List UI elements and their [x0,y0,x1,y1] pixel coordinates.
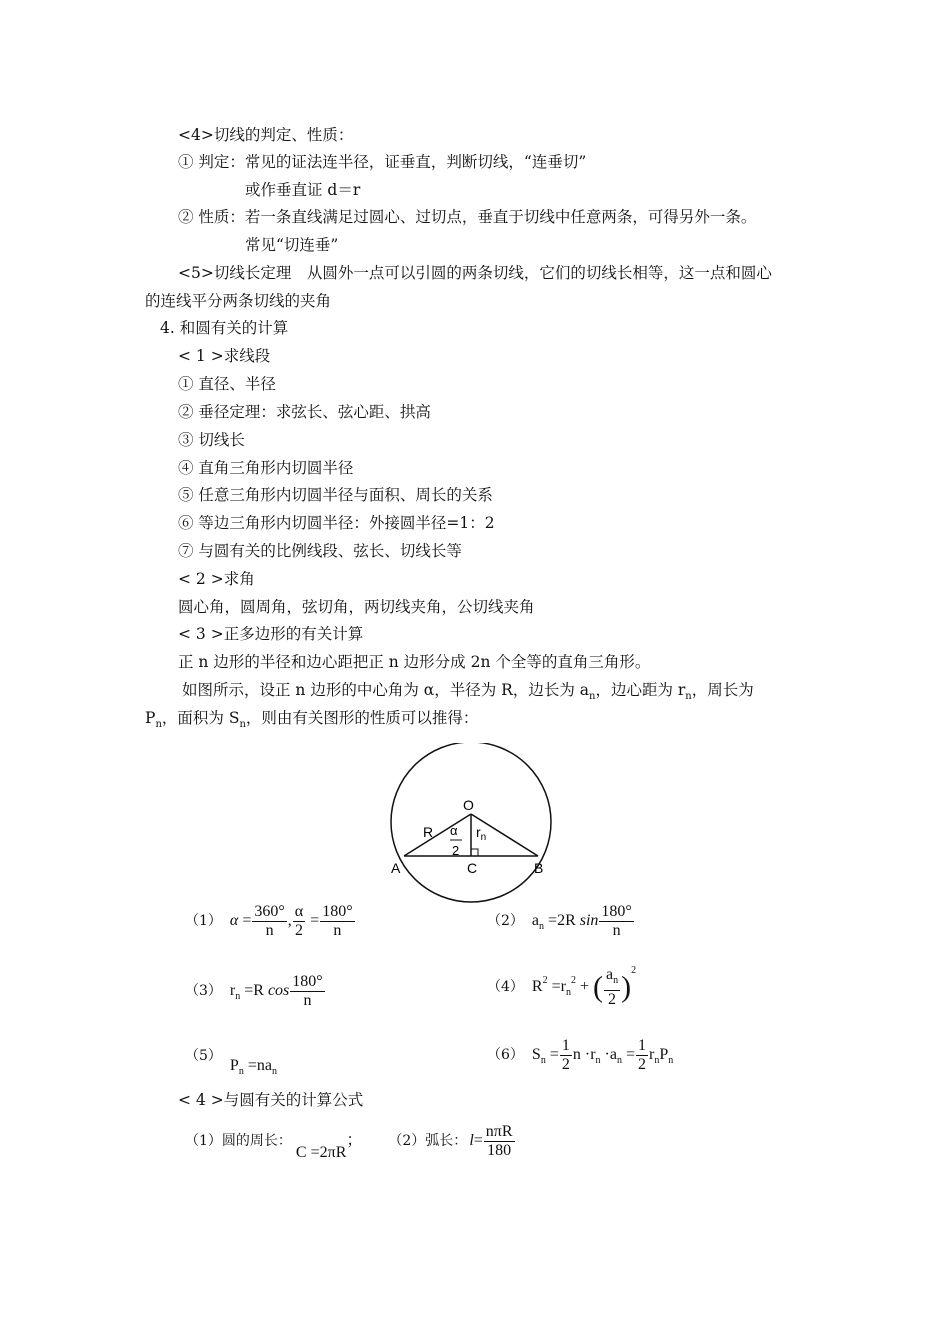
denominator: n [265,922,274,939]
numerator: 180° [601,903,632,920]
formula-tag: （1） [185,913,222,930]
math-symbol: = [549,1046,559,1064]
fraction [636,1037,648,1074]
label-a: A [391,860,401,876]
math-symbol: n [572,1046,581,1064]
formula-5 [185,1045,277,1077]
subscript: n [685,691,692,702]
math-symbol: a [531,912,540,930]
label-two: 2 [452,843,460,858]
polygon-def-part: P [145,709,156,727]
formula-5-body [229,1057,277,1077]
formula-tag: （2）弧长： [388,1133,468,1150]
formula-tag: （1）圆的周长： [185,1133,292,1150]
subscript: n [239,719,246,730]
section-heading: 4. 和圆有关的计算 [160,319,289,337]
subscript: n [539,921,545,933]
polygon-def-part: ，边心距为 r [595,681,686,699]
list-item: ⑦ 与圆有关的比例线段、弦长、切线长等 [178,542,462,560]
label-rn-r: r [476,824,481,840]
denominator: n [333,922,342,939]
label-c: C [467,860,478,876]
math-function: cos [267,982,290,1000]
formula-tag: （5） [185,1048,222,1064]
list-item: ④ 直角三角形内切圆半径 [178,459,354,477]
circumference-formula: C =2πR [295,1144,347,1162]
fraction [484,1123,515,1160]
tangent-property: ② 性质：若一条直线满足过圆心、过切点，垂直于切线中任意两条，可得另外一条。 [178,208,757,226]
formula-tag: （2） [487,913,524,930]
subscript: n [565,987,571,998]
denominator: 180 [487,1142,512,1159]
subscript: n [235,991,241,1003]
superscript: 2 [542,975,548,986]
numerator [604,966,620,991]
polygon-def-part: ，则由有关图形的性质可以推得： [245,709,479,727]
math-symbol: = [551,978,561,995]
list-item: ⑥ 等边三角形内切圆半径：外接圆半径=1：2 [178,514,495,532]
polygon-def-part: ，周长为 [691,681,754,699]
denominator: 2 [294,922,303,939]
math-symbol: = [310,912,320,930]
tangent-criterion-alt: 或作垂直证 d＝r [245,181,361,199]
math-symbol: r [560,978,566,995]
math-symbol: 2R [557,912,576,930]
polygon-def-part: 如图所示，设正 n 边形的中心角为 α，半径为 R，边长为 a [182,681,589,699]
math-symbol: = [247,1057,257,1074]
math-symbol: ·r [584,1046,596,1064]
tangent-length-theorem-cont: 的连线平分两条切线的夹角 [145,292,332,310]
fraction [252,903,286,940]
radius-oa [404,814,471,856]
math-symbol: r [229,982,236,1000]
subscript: n [654,1055,660,1067]
math-symbol: P [659,1046,669,1064]
subsection-segments: < 1 >求线段 [178,347,271,365]
tangent-heading: <4>切线的判定、性质： [178,126,354,144]
math-symbol: = [242,912,252,930]
formula-tag: （4） [487,979,524,995]
math-function: sin [579,912,599,930]
superscript: 2 [631,965,637,976]
left-paren: ( [592,970,603,1004]
circle-polygon-figure [383,743,563,903]
math-symbol: P [229,1057,239,1074]
subsection-formulas: < 4 >与圆有关的计算公式 [178,1091,364,1109]
formula-tag: （6） [487,1047,524,1064]
math-symbol: α [229,912,239,930]
numerator: α [294,903,304,920]
math-symbol: R [253,982,264,1000]
list-item: ② 垂径定理：求弦长、弦心距、拱高 [178,403,431,421]
fraction [290,973,324,1010]
polygon-def-part: ，面积为 S [161,709,240,727]
math-symbol: S [531,1046,541,1064]
label-rn-n: n [480,832,487,843]
subscript: n [540,1055,546,1067]
right-angle-mark [471,849,478,856]
fraction [293,903,305,940]
numerator: 1 [561,1037,570,1054]
polygon-definitions [182,680,754,707]
numerator: 180° [292,973,323,990]
polygon-definitions-cont [145,708,478,735]
label-b: B [534,860,544,876]
formula-2 [487,903,635,940]
fraction [604,966,620,1009]
list-item: ① 直径、半径 [178,375,276,393]
math-symbol: ·a [604,1046,617,1064]
subsection-polygons: < 3 >正多边形的有关计算 [178,625,364,643]
list-item: ⑤ 任意三角形内切圆半径与面积、周长的关系 [178,486,493,504]
math-symbol: , [287,912,292,930]
fraction [599,903,633,940]
tangent-property-note: 常见“切连垂” [245,236,339,254]
math-symbol: = [473,1132,483,1150]
fraction [560,1037,572,1074]
denominator: 2 [561,1056,570,1073]
polygon-intro: 正 n 边形的半径和边心距把正 n 边形分成 2n 个全等的直角三角形。 [178,653,651,671]
formula-4 [487,965,636,1009]
numerator: nπR [485,1123,513,1140]
math-symbol: a [605,965,614,983]
math-symbol: + [579,978,589,995]
formula-circumference-arc [185,1123,516,1160]
subscript: n [595,1055,601,1067]
denominator: n [303,992,312,1009]
denominator: n [612,922,621,939]
subscript: n [668,1055,674,1067]
math-symbol: r [648,1046,655,1064]
numerator: 360° [254,903,285,920]
subscript: n [271,1066,277,1077]
math-symbol: l [469,1132,474,1150]
denominator: 2 [608,990,617,1008]
label-alpha: α [450,823,458,838]
subscript: n [238,1066,244,1077]
math-symbol: = [548,912,558,930]
math-symbol: ； [346,1132,363,1150]
formula-3 [185,973,326,1010]
subscript: n [616,1055,622,1067]
label-r: R [423,824,434,840]
subscript: n [155,719,162,730]
label-rn [476,824,486,843]
formula-6 [487,1037,673,1074]
math-symbol: = [625,1046,635,1064]
math-symbol: R [531,978,543,995]
numerator: 1 [637,1037,646,1054]
math-symbol: = [244,982,254,1000]
formula-tag: （3） [185,983,222,1000]
subsection-angles: < 2 >求角 [178,570,255,588]
math-symbol: na [256,1057,272,1074]
angles-list: 圆心角，圆周角，弦切角，两切线夹角，公切线夹角 [178,598,535,616]
tangent-criterion: ① 判定：常见的证法连半径，证垂直，判断切线，“连垂切” [178,153,587,171]
tangent-length-theorem: <5>切线长定理 从圆外一点可以引圆的两条切线，它们的切线长相等，这一点和圆心 [178,264,772,282]
label-o: O [463,797,474,813]
subscript: n [589,691,596,702]
formula-1 [185,903,356,940]
subscript: n [613,974,619,986]
list-item: ③ 切线长 [178,431,245,449]
denominator: 2 [637,1056,646,1073]
numerator: 180° [322,903,353,920]
superscript: 2 [570,975,576,986]
right-paren: ) [621,970,632,1004]
fraction [320,903,354,940]
